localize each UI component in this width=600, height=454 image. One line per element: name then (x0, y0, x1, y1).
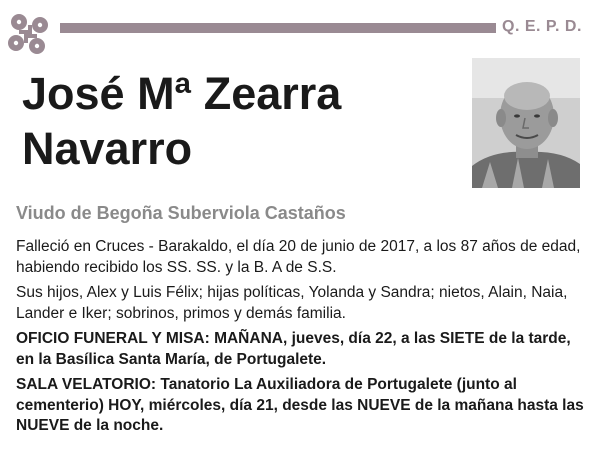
qepd-label: Q. E. P. D. (502, 18, 582, 35)
name-line-1: José Mª Zearra (22, 68, 342, 119)
wake-info: SALA VELATORIO: Tanatorio La Auxiliadora de Portugalete (junto al cementerio) HOY, miércoles, día 21, desde las NUEVE de la mañana hasta las NUEVE de la noche. (16, 376, 584, 434)
header-rule (60, 23, 496, 33)
family-list: Sus hijos, Alex y Luis Félix; hijas políticas, Yolanda y Sandra; nietos, Alain, Naia, Lander e Iker; sobrinos, primos y demás familia. (16, 284, 568, 322)
deceased-name (22, 66, 452, 176)
widower-line: Viudo de Begoña Suberviola Castaños (16, 203, 346, 223)
deceased-photo (472, 58, 580, 188)
portrait-photo (472, 58, 580, 188)
funeral-info: OFICIO FUNERAL Y MISA: MAÑANA, jueves, día 22, a las SIETE de la tarde, en la Basílica Santa María, de Portugalete. (16, 330, 571, 368)
death-details: Falleció en Cruces - Barakaldo, el día 20 de junio de 2017, a los 87 años de edad, habiendo recibido los SS. SS. y la B. A de S.S. (16, 238, 581, 276)
lauburu-icon (6, 12, 50, 56)
notice-body (16, 237, 588, 442)
name-line-2: Navarro (22, 123, 193, 174)
